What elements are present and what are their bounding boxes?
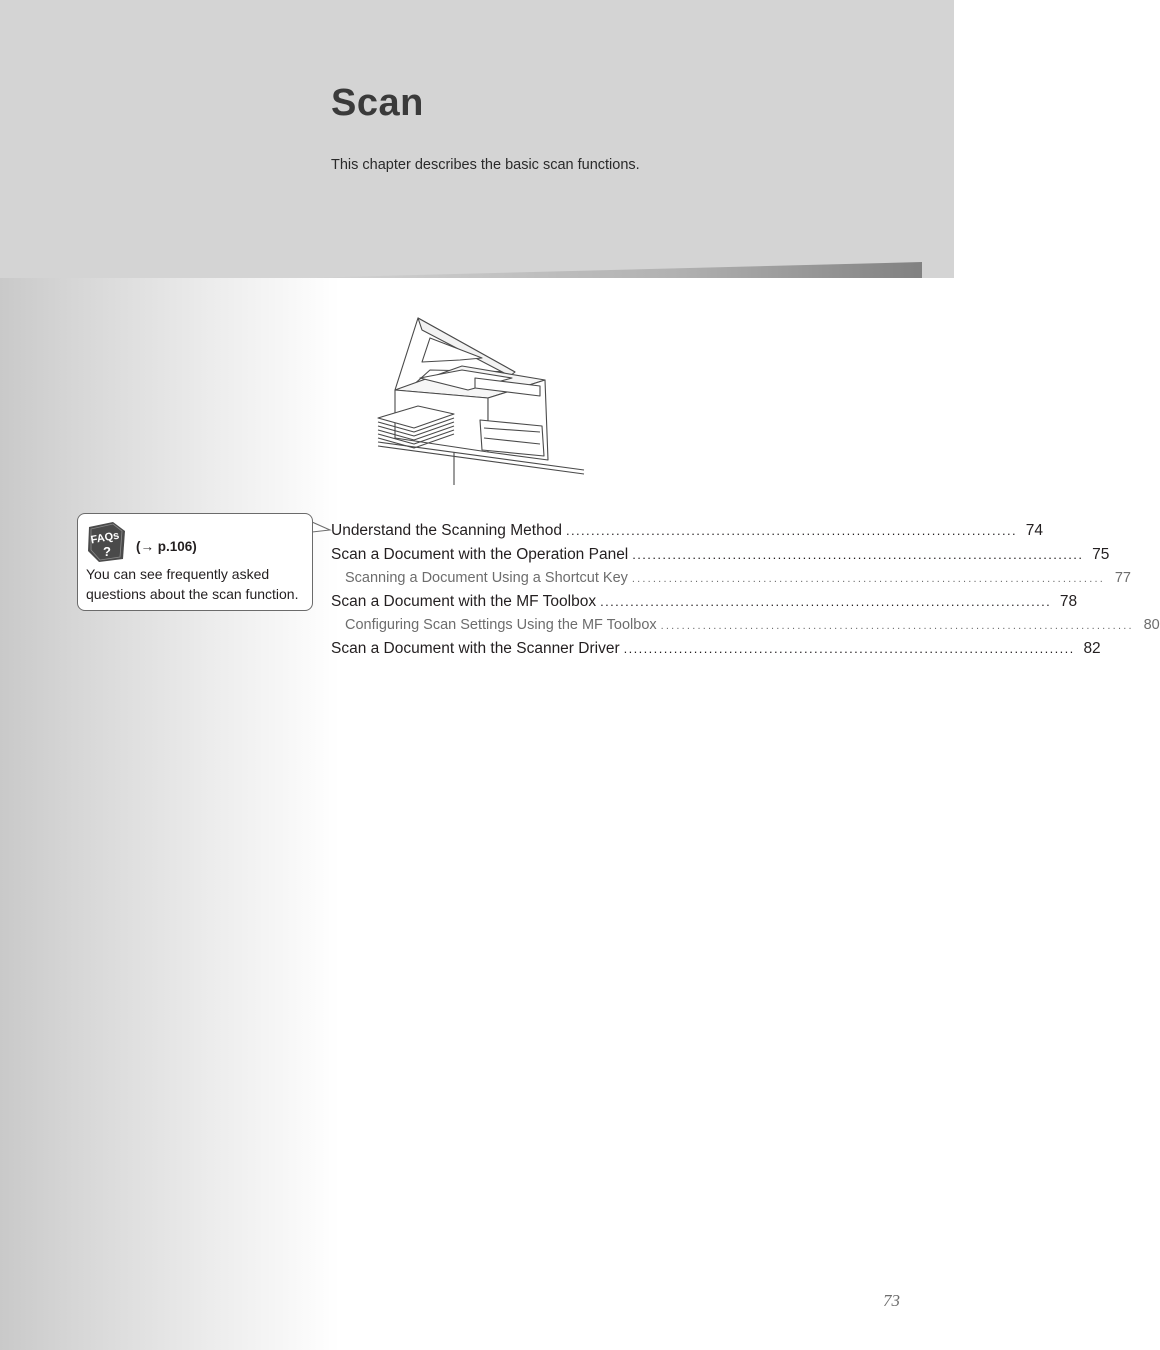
faqs-badge-icon — [85, 521, 127, 563]
faq-callout — [77, 513, 313, 611]
table-of-contents — [331, 522, 1160, 664]
faqs-badge-question: ? — [103, 544, 111, 559]
page-number: 73 — [883, 1291, 900, 1310]
toc-item-configuring-scan-settings[interactable] — [331, 617, 1160, 639]
toc-leader-dots: .......................................................................................... — [660, 620, 1134, 632]
toc-item-page: 78 — [1059, 593, 1078, 610]
toc-leader-dots: .......................................................................................... — [631, 573, 1105, 585]
side-gradient — [0, 278, 340, 1350]
faq-page-link[interactable]: (→ p.106) — [136, 539, 197, 554]
toc-item-understand-scanning-method[interactable] — [331, 522, 1044, 546]
toc-item-title: Scan a Document with the Scanner Driver — [331, 640, 620, 657]
toc-leader-dots: .......................................................................................... — [600, 594, 1052, 609]
faq-description: You can see frequently asked questions about the scan function. — [86, 566, 299, 602]
toc-item-title: Scan a Document with the Operation Panel — [331, 546, 629, 563]
toc-item-scan-scanner-driver[interactable] — [331, 640, 1101, 664]
toc-item-shortcut-key[interactable] — [331, 570, 1131, 592]
callout-pointer — [312, 518, 332, 536]
toc-item-title: Scanning a Document Using a Shortcut Key — [345, 570, 628, 586]
chapter-title: Scan — [331, 82, 424, 124]
toc-item-title: Scan a Document with the MF Toolbox — [331, 593, 597, 610]
toc-item-page: 75 — [1092, 546, 1110, 563]
toc-leader-dots: .......................................................................................... — [632, 547, 1084, 562]
chapter-header-band — [0, 0, 954, 278]
toc-item-page: 74 — [1025, 522, 1044, 539]
toc-leader-dots: .......................................................................................... — [623, 641, 1075, 656]
scanner-illustration-icon — [370, 310, 590, 490]
toc-item-scan-operation-panel[interactable] — [331, 546, 1110, 570]
toc-item-scan-mf-toolbox[interactable] — [331, 593, 1078, 617]
toc-item-title: Understand the Scanning Method — [331, 522, 562, 539]
chapter-description: This chapter describes the basic scan functions. — [331, 157, 640, 173]
toc-item-page: 82 — [1083, 640, 1101, 657]
toc-item-page: 80 — [1143, 617, 1160, 633]
toc-item-page: 77 — [1114, 570, 1131, 586]
faqs-badge-label: FAQs — [89, 529, 121, 547]
toc-item-title: Configuring Scan Settings Using the MF Toolbox — [345, 617, 657, 633]
toc-leader-dots: .......................................................................................... — [565, 523, 1018, 538]
